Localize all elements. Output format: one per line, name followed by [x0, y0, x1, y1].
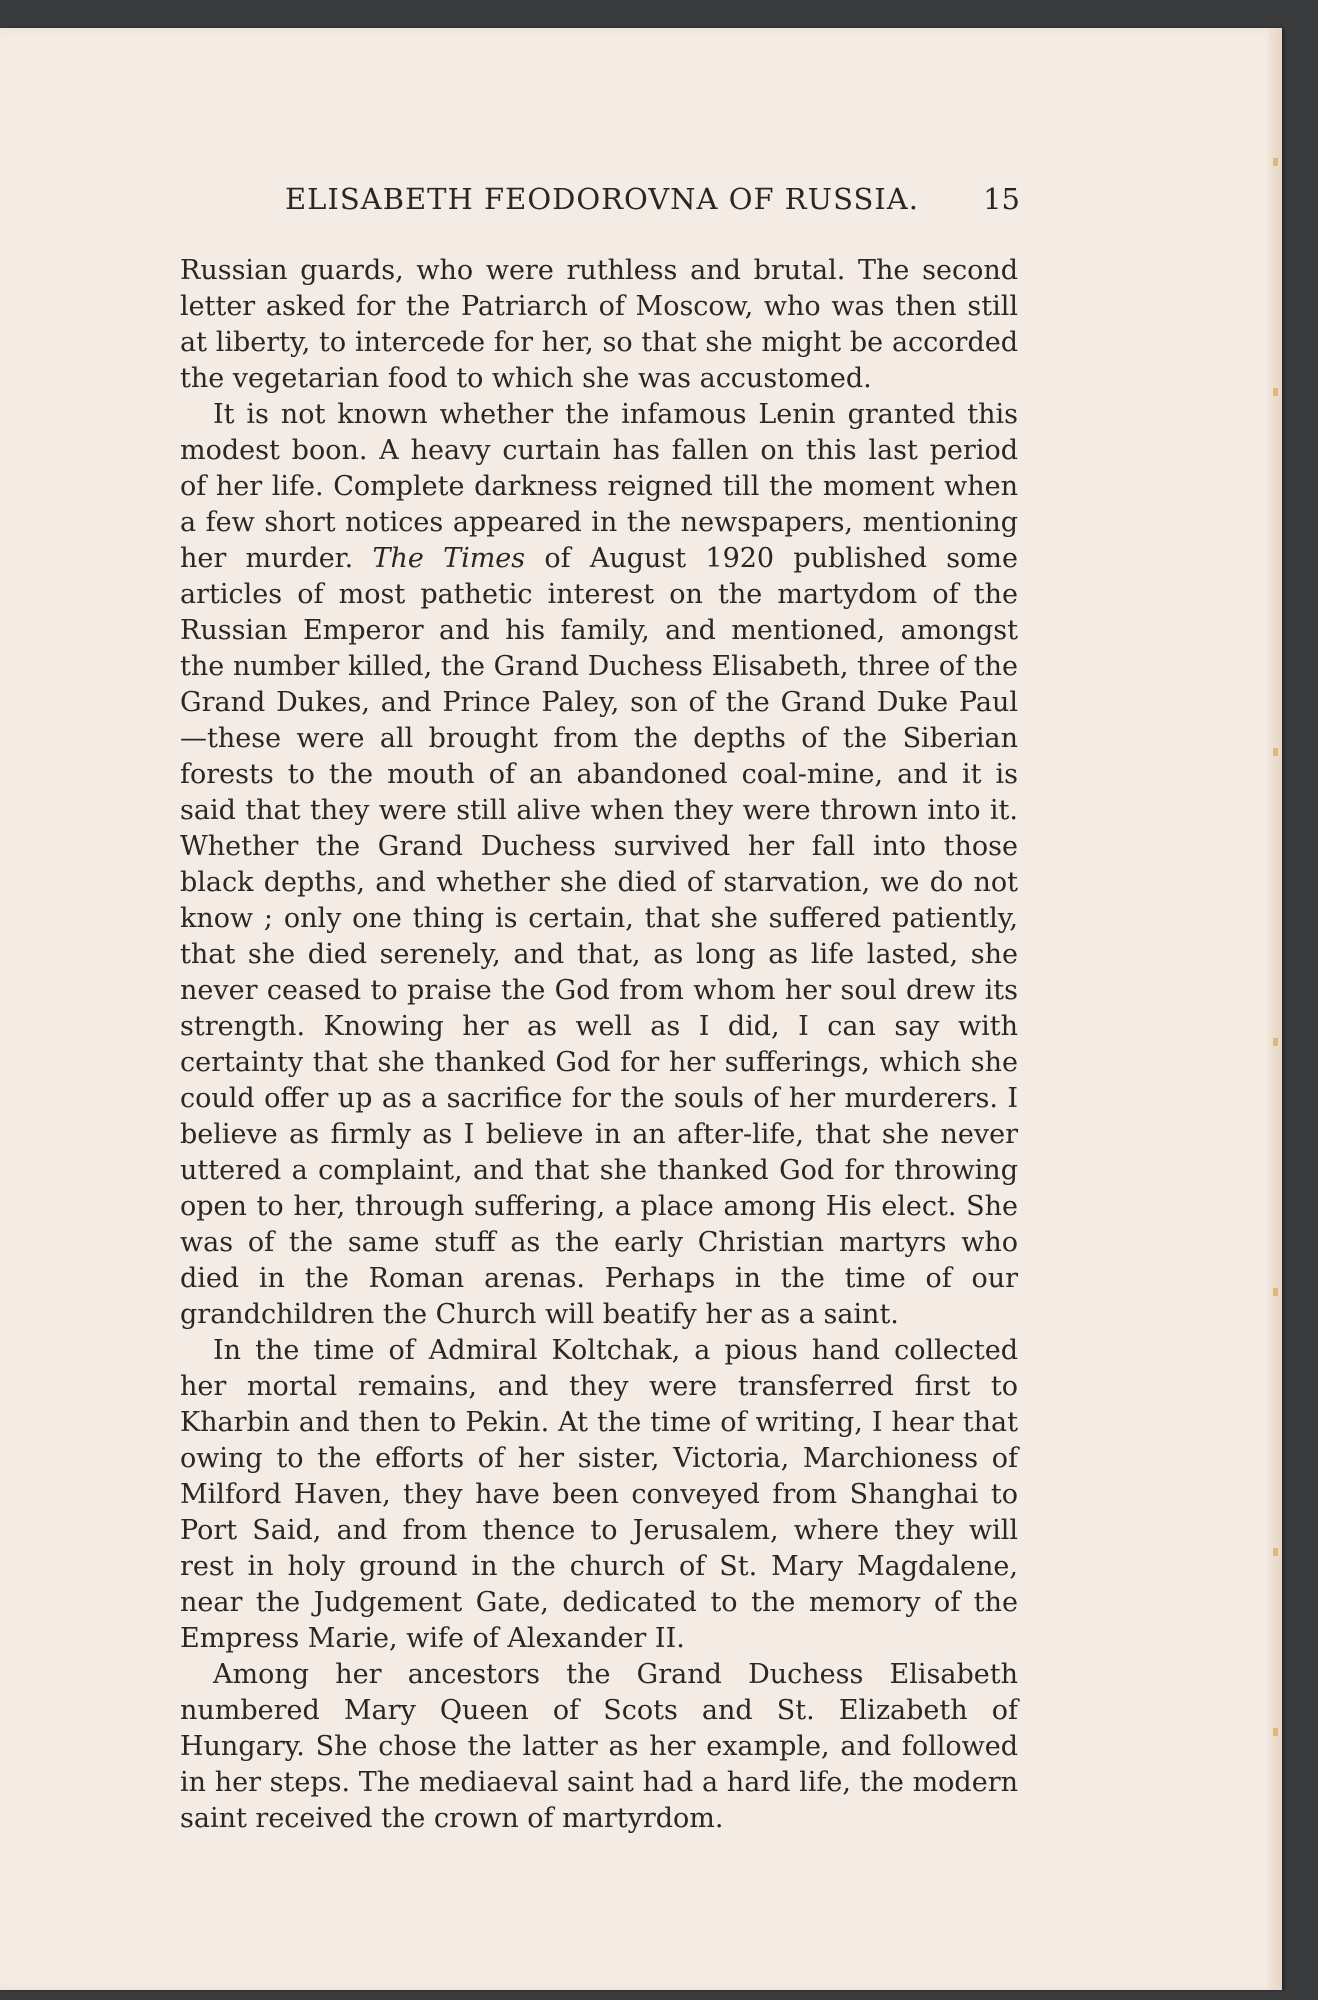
- paragraph-2-rest: of August 1920 published some articles of most pathetic interest on the martydom of the Russian Emperor and his family, and mentioned, amongst the number killed, the Grand Duchess Elisabeth, three of the Grand Dukes, and Prince Paley, son of the Grand Duke Paul—these were all brought from the depths of the Siberian forests to the mouth of an abandoned coal-mine, and it is said that they were still alive when they were thrown into it. Whether the Grand Duchess survived her fall into those black depths, and whether she died of starvation, we do not know ; only one thing is certain, that she suffered patiently, that she died serenely, and that, as long as life lasted, she never ceased to praise the God from whom her soul drew its strength. Knowing her as well as I did, I can say with certainty that she thanked God for her sufferings, which she could offer up as a sacrifice for the souls of her murderers. I believe as firmly as I believe in an after-life, that she never uttered a complaint, and that she thanked God for throwing open to her, through suffering, a place among His elect. She was of the same stuff as the early Christian martyrs who died in the Roman arenas. Perhaps in the time of our grandchildren the Church will beatify her as a saint.: [180, 543, 1019, 1330]
- edge-mark: [1273, 1548, 1278, 1556]
- running-head: [180, 168, 1020, 228]
- page-number: 15: [983, 182, 1020, 216]
- paragraph-2-lead: It is not known whether the infamous Lenin granted this modest boon. A heavy curtain has fallen on this last period of her life. Complete darkness reigned till the moment when a few short notices appeared in the newspapers, mentioning her murder.: [180, 399, 1018, 574]
- page-edge: [1268, 28, 1282, 1990]
- edge-mark: [1273, 1288, 1278, 1296]
- paragraph-1: Russian guards, who were ruthless and brutal. The second letter asked for the Patriarch of Moscow, who was then still at liberty, to intercede for her, so that she might be accorded the vegetarian food to which she was accustomed.: [180, 255, 1018, 394]
- body-text: [180, 253, 1018, 1837]
- paragraph-3: In the time of Admiral Koltchak, a pious hand collected her mortal remains, and they were transferred first to Kharbin and then to Pekin. At the time of writing, I hear that owing to the efforts of her sister, Victoria, Marchioness of Milford Haven, they have been conveyed from Shanghai to Port Said, and from thence to Jerusalem, where they will rest in holy ground in the church of St. Mary Magdalene, near the Judgement Gate, dedicated to the memory of the Empress Marie, wife of Alexander II.: [180, 1335, 1018, 1654]
- edge-mark: [1273, 388, 1278, 396]
- paragraph-4: Among her ancestors the Grand Duchess Elisabeth numbered Mary Queen of Scots and St. Elizabeth of Hungary. She chose the latter as her example, and followed in her steps. The mediaeval saint had a hard life, the modern saint received the crown of martyrdom.: [180, 1659, 1018, 1834]
- edge-mark: [1273, 748, 1278, 756]
- edge-mark: [1273, 158, 1278, 166]
- edge-mark: [1273, 1038, 1278, 1046]
- edge-mark: [1273, 1728, 1278, 1736]
- paragraph-2: [180, 397, 1018, 1333]
- newspaper-title: The Times: [372, 543, 526, 574]
- running-title: ELISABETH FEODOROVNA OF RUSSIA.: [285, 182, 919, 216]
- book-page: [0, 28, 1282, 1990]
